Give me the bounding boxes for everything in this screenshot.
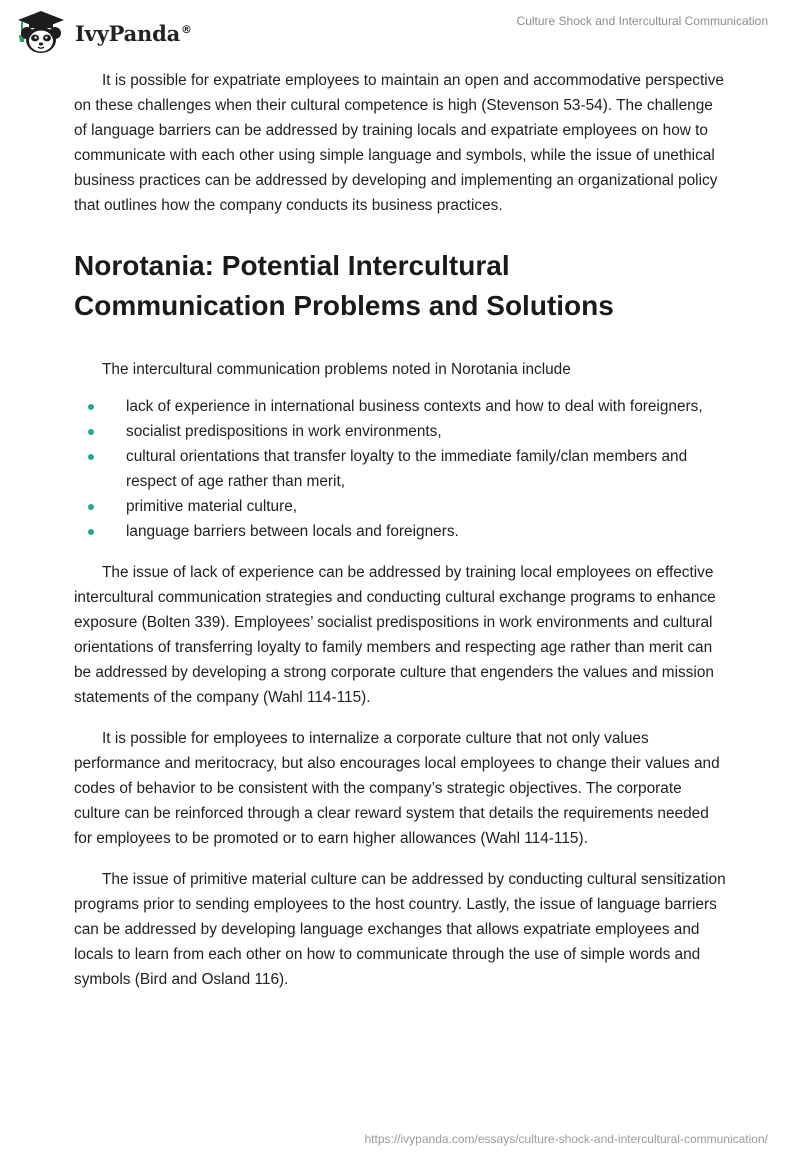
- paragraph: It is possible for employees to internalize a corporate culture that not only values performance and meritocracy, but also encourages local employees to change their values and codes of behavior to be consistent with the company’s strategic objectives. The corporate culture can be reinforced through a clear reward system that details the requirements needed for employees to be promoted or to earn higher allowances (Wahl 114-115).: [74, 730, 720, 847]
- logo-wordmark: IvyPanda®: [75, 20, 192, 46]
- paragraph: The issue of primitive material culture can be addressed by conducting cultural sensitization programs prior to sending employees to the host country. Lastly, the issue of language barriers can be addressed by developing language exchanges that allows expatriate employees and locals to learn from each other on how to communicate through the use of simple words and symbols (Bird and Osland 116).: [74, 871, 726, 988]
- paragraph: It is possible for expatriate employees to maintain an open and accommodative perspective on these challenges when their cultural competence is high (Stevenson 53-54). The challenge of language barriers can be addressed by training locals and expatriate employees on how to communicate with each other using simple language and symbols, while the issue of unethical business practices can be addressed by developing and implementing an organizational policy that outlines how the company conducts its business practices.: [74, 72, 724, 214]
- list-item: cultural orientations that transfer loyalty to the immediate family/clan members and respect of age rather than merit,: [74, 444, 726, 494]
- list-item: primitive material culture,: [74, 494, 726, 519]
- section-heading: Norotania: Potential Intercultural Communication Problems and Solutions: [74, 250, 614, 321]
- list-item: lack of experience in international business contexts and how to deal with foreigners,: [74, 394, 726, 419]
- document-title: Culture Shock and Intercultural Communication: [516, 14, 768, 28]
- problems-list: [74, 394, 726, 544]
- list-item: socialist predispositions in work environments,: [74, 419, 726, 444]
- bullet-icon: [88, 429, 94, 435]
- paragraph: The issue of lack of experience can be addressed by training local employees on effective intercultural communication strategies and conducting cultural exchange programs to enhance exposure (Bolten 339). Employees’ socialist predispositions in work environments and cultural orientations of transferring loyalty to family members and respecting age rather than merit can be addressed by developing a strong corporate culture that engenders the values and mission statements of the company (Wahl 114-115).: [74, 564, 716, 706]
- panda-graduate-icon: [14, 9, 68, 55]
- bullet-icon: [88, 454, 94, 460]
- essay-body: [74, 68, 726, 1008]
- bullet-icon: [88, 404, 94, 410]
- ivypanda-logo[interactable]: [14, 9, 192, 55]
- bullet-icon: [88, 504, 94, 510]
- page-header: [0, 0, 800, 64]
- source-url[interactable]: https://ivypanda.com/essays/culture-shock-and-intercultural-communication/: [364, 1132, 768, 1146]
- list-intro: The intercultural communication problems noted in Norotania include: [102, 361, 571, 378]
- list-item: language barriers between locals and foreigners.: [74, 519, 726, 544]
- bullet-icon: [88, 529, 94, 535]
